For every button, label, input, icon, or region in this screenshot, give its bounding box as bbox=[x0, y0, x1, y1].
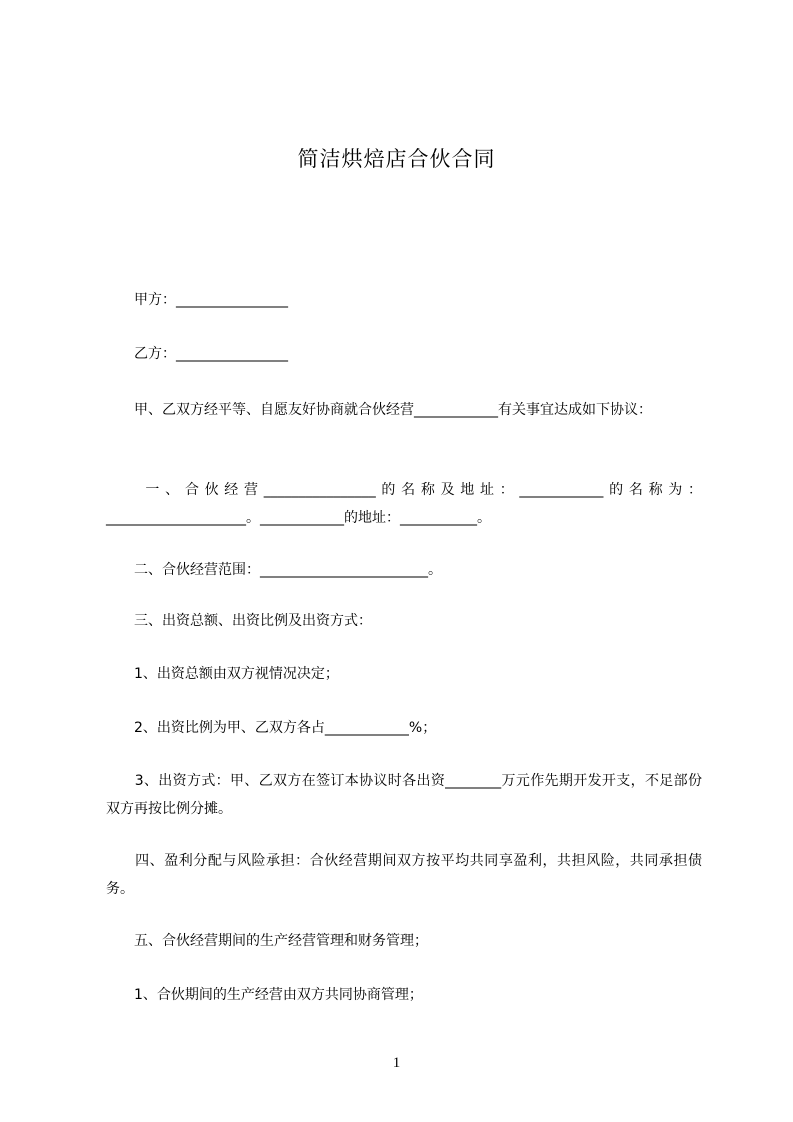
clause-3-item-3: 3、出资方式：甲、乙双方在签订本协议时各出资________万元作先期开发开支，不足部份双方再按比例分摊。 bbox=[106, 773, 702, 817]
party-b-line: 乙方：________________ bbox=[106, 346, 288, 362]
clause-5-management: 五、合伙经营期间的生产经营管理和财务管理； bbox=[106, 933, 428, 949]
clause-3-item-1: 1、出资总额由双方视情况决定； bbox=[106, 666, 339, 682]
document-title: 简洁烘焙店合伙合同 bbox=[297, 147, 496, 171]
clause-3-capital: 三、出资总额、出资比例及出资方式： bbox=[106, 613, 372, 629]
clause-2-scope: 二、合伙经营范围：________________________。 bbox=[106, 562, 442, 578]
page-number: 1 bbox=[392, 1055, 401, 1071]
intro-paragraph: 甲、乙双方经平等、自愿友好协商就合伙经营____________有关事宜达成如下协议： bbox=[106, 402, 652, 418]
clause-5-item-1: 1、合伙期间的生产经营由双方共同协商管理； bbox=[106, 987, 423, 1003]
clause-4-profit-risk: 四、盈利分配与风险承担：合伙经营期间双方按平均共同享盈利，共担风险，共同承担债务。 bbox=[106, 853, 702, 897]
party-a-line: 甲方：________________ bbox=[106, 292, 288, 308]
clause-1-name-address: 一、合伙经营________________的名称及地址：____________的名称为：____________________。____________的地址：___________。 bbox=[106, 482, 702, 526]
clause-3-item-2: 2、出资比例为甲、乙双方各占____________%； bbox=[106, 720, 437, 736]
